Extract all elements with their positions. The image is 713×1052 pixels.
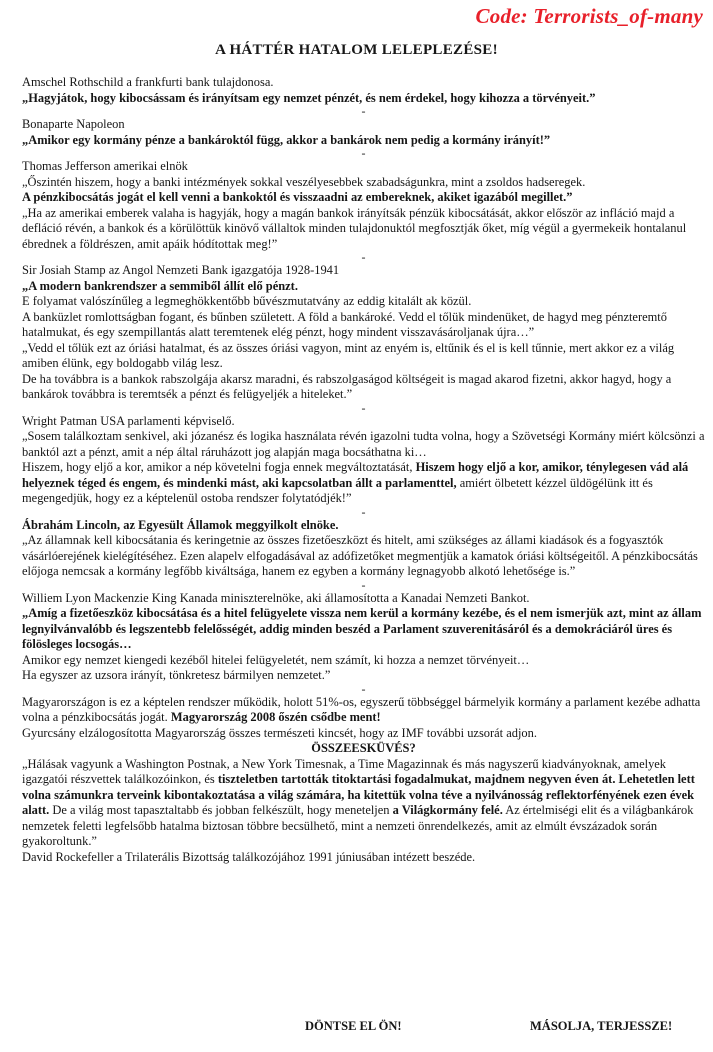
hungary-text-bold: Magyarország 2008 őszén csődbe ment! (170, 710, 381, 724)
separator: - (361, 146, 366, 160)
separator: - (361, 400, 366, 415)
quote-text: „Hagyjátok, hogy kibocsássam és irányítsam egy nemzet pénzét, és nem érdekel, hogy kihozza a törvényeit.” (22, 90, 596, 105)
quote-stamp (22, 263, 705, 403)
quote-mackenzie-king (22, 591, 705, 684)
quote-author: Thomas Jefferson amerikai elnök (22, 159, 188, 173)
rockefeller-attribution: David Rockefeller a Trilaterális Bizottság találkozójához 1991 júniusában intézett beszéde. (22, 849, 476, 864)
quote-text: E folyamat valószínűleg a legmeghökkentőbb bűvészmutatvány az eddig kitalált ak közül. (22, 294, 472, 308)
document-body (22, 75, 705, 865)
quote-author: Ábrahám Lincoln, az Egyesült Államok meggyilkolt elnöke. (22, 517, 339, 532)
quote-text-bold: „Amíg a fizetőeszköz kibocsátása és a hitel felügyelete vissza nem kerül a kormány kezébe, és el nem ismerjük azt, mint az állam legnyilvánvalóbb és legszentebb felelősségét, addig minden beszéd a Parlament szuverenitásáról és a demokráciáról üres és fölösleges locsogás… (22, 606, 702, 651)
quote-text: „Sosem találkoztam senkivel, aki józanész és logika használata révén igazolni tudta volna, hogy a Szövetségi Kormány miért kölcsönzi a banktól azt a pénzt, amit a nép által ráruházott jog alapján maga bocsáthatna ki… (22, 429, 705, 459)
separator: - (361, 504, 366, 519)
quote-text: „Ha az amerikai emberek valaha is hagyják, hogy a magán bankok irányítsák pénzük kibocsátását, akkor először az infláció majd a defláció révén, a bankok és a körülöttük kinövő vállaltok minden tulajdonuktól megfosztják őket, míg végül a gyermekeik hontalanul ébrednek a földrészen, amit apáik hódítottak meg!” (22, 205, 687, 251)
quote-text-bold: Hiszem hogy eljő a kor, amikor, ténylegesen vád alá helyeznek téged és engem, és mindenki mást, aki kapcsolatban állt a parlamenttel, (22, 460, 689, 490)
quote-patman (22, 414, 705, 507)
quote-text: A banküzlet romlottságban fogant, és bűnben született. A föld a bankároké. Vedd el tőlük mindenüket, de hagyd meg pénzteremtő hatalmukat, és egy szempillantás alatt teremtenek elég pénzt, hogy mindent visszavásároljanak újra…” (22, 309, 667, 339)
quote-text-bold: „A modern bankrendszer a semmiből állít elő pénzt. (22, 278, 298, 293)
separator: - (361, 250, 366, 264)
quote-text: Amikor egy nemzet kiengedi kezéből hitelei felügyeletét, nem számít, ki hozza a nemzet törvényeit… (22, 652, 530, 667)
quote-text-bold: A pénzkibocsátás jogát el kell venni a bankoktól és visszaadni az embereknek, akiket igazából megillet.” (22, 190, 573, 204)
quote-text (22, 460, 705, 507)
quote-text: „Amikor egy kormány pénze a bankároktól függ, akkor a bankárok nem pedig a kormány irányít!” (22, 132, 551, 147)
separator: - (361, 577, 366, 592)
footer-right: MÁSOLJA, TERJESSZE! (530, 1019, 673, 1033)
conspiracy-heading: ÖSSZEESKÜVÉS? (311, 741, 416, 755)
rockefeller-quote (22, 757, 705, 850)
quote-text: „Vedd el tőlük ezt az óriási hatalmat, és az összes óriási vagyon, mint az enyém is, eltűnik és el is kell tűnnie, mert akkor ez a világ amiben élünk, egy boldogabb világ lesz. (22, 340, 675, 370)
separator: - (361, 681, 366, 696)
rockefeller-text-bold: a Világkormány felé. (392, 803, 503, 817)
footer-left: DÖNTSE EL ÖN! (305, 1019, 402, 1033)
code-stamp: Code: Terrorists_of-many (475, 4, 703, 28)
quote-text: „Az államnak kell kibocsátania és keringetnie az összes fizetőeszközt és hitelt, ami szükséges az állami kiadások és a fogyasztók vásárlóerejének kielégítéséhez. Ezen alapelv elfogadásával az adófizetőket megmentjük a kamatok óriási költségeitől. A pénzkibocsátás előjoga nemcsak a kormány legfőbb kiváltsága, hanem ez egyben a kormány legnagyobb alkotó lehetősége is.” (22, 533, 698, 578)
hungary-paragraph (22, 695, 705, 726)
hungary-paragraph-2: Gyurcsány elzálogosította Magyarország összes természeti kincsét, hogy az IMF további uzsorát adjon. (22, 725, 537, 740)
rockefeller-text: „Hálásak vagyunk a Washington Postnak, a New York Timesnak, a Time Magazinnak és más nagyszerű kiadványoknak, amelyek igazgatói részvettek találkozóinkon, és (22, 756, 667, 786)
quote-author: Bonaparte Napoleon (22, 117, 125, 131)
quote-text: De ha továbbra is a bankok rabszolgája akarsz maradni, és rabszolgaságod költségeit is magad akarod fizetni, akkor hagyd, hogy a bankárok továbbra is teremtsék a pénzt és felügyeljék a hiteleket.” (22, 371, 672, 401)
hungary-text: Magyarországon is ez a képtelen rendszer működik, holott 51%-os, egyszerű többséggel bármelyik kormány a parlament kezébe adhatta volna a pénzkibocsátás jogát. (22, 694, 701, 724)
quote-text-plain: Hiszem, hogy eljő a kor, amikor a nép követelni fogja ennek megváltoztatását, (22, 460, 416, 474)
quote-text: „Őszintén hiszem, hogy a banki intézmények sokkal veszélyesebbek szabadságunkra, mint a zsoldos hadseregek. (22, 174, 586, 189)
quote-author: Sir Josiah Stamp az Angol Nemzeti Bank igazgatója 1928-1941 (22, 263, 340, 277)
rockefeller-text: Az értelmiségi elit és a világbankárok nemzetek feletti legfelsőbb hatalma biztosan többre becsülhető, mint a nemzeti önrendelkezés, amit az elmúlt évszázadok során gyakoroltunk.” (22, 803, 694, 848)
hungary-section (22, 695, 705, 866)
rockefeller-text-bold: tiszteletben tartották titoktartási fogadalmukat, majdnem negyven éven át. Lehetetlen lett volna számunkra terveink kibontakoztatása a világ számára, ha kitettük volna téve a nyilvánosság reflektorfényének ezen évek alatt. (22, 772, 695, 817)
page-title: A HÁTTÉR HATALOM LELEPLEZÉSE! (215, 42, 498, 58)
quote-author: Williem Lyon Mackenzie King Kanada miniszterelnöke, aki államosította a Kanadai Nemzeti Bankot. (22, 590, 530, 605)
quote-lincoln (22, 518, 705, 580)
quote-napoleon (22, 117, 705, 148)
quote-text: Ha egyszer az uzsora irányít, tönkretesz bármilyen nemzetet.” (22, 668, 331, 682)
quote-author: Amschel Rothschild a frankfurti bank tulajdonosa. (22, 75, 274, 89)
quote-jefferson (22, 159, 705, 252)
rockefeller-text: De a világ most tapasztaltabb és jobban felkészült, hogy meneteljen (49, 803, 393, 817)
quote-author: Wright Patman USA parlamenti képviselő. (22, 413, 235, 428)
quote-rothschild (22, 75, 705, 106)
separator: - (361, 104, 366, 118)
quote-text-plain: amiért ölbetett kézzel üldögélünk itt és megengedjük, hogy ez a képtelenül ostoba rendszer folytatódjék!” (22, 475, 653, 505)
